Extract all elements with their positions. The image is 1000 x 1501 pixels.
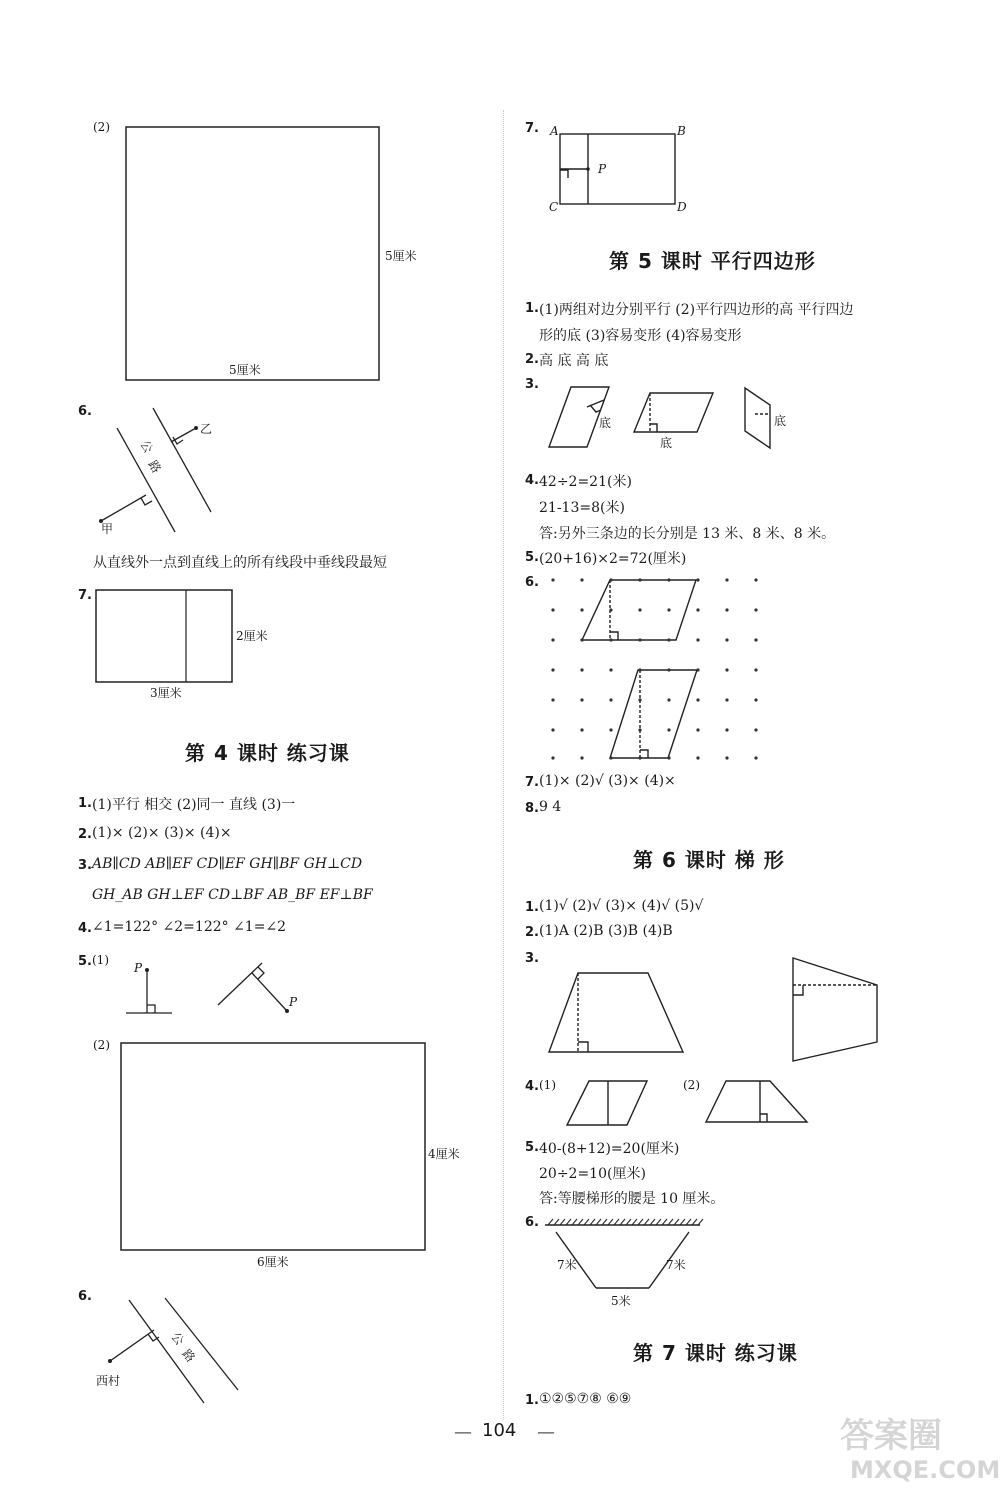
grid-dot	[725, 668, 728, 671]
trapezoid-heights	[549, 958, 877, 1061]
l5-a7: (1)× (2)√ (3)× (4)×	[539, 773, 676, 789]
square-side-label: 5厘米	[385, 249, 417, 263]
l6-a5-line3: 答:等腰梯形的腰是 10 厘米。	[539, 1191, 725, 1207]
hatch-line	[596, 1219, 601, 1225]
l5-a7-number: 7.	[525, 775, 539, 790]
grid-dot	[667, 756, 670, 759]
hatch-line	[614, 1219, 619, 1225]
l6-a5-line2: 20÷2=10(厘米)	[539, 1166, 646, 1182]
l6-a6-number: 6.	[525, 1215, 539, 1230]
l4-a2: (1)× (2)× (3)× (4)×	[92, 825, 232, 841]
grid-dot	[551, 728, 554, 731]
perpendicular-note: 从直线外一点到直线上的所有线段中垂线段最短	[93, 555, 387, 571]
hatch-line	[548, 1219, 553, 1225]
l7-a1-number: 1.	[525, 1393, 539, 1408]
l4-a5-number: 5.	[78, 954, 92, 969]
l6-a4-number: 4.	[525, 1079, 539, 1094]
road-label-2: 路	[145, 458, 164, 476]
grid-dot	[725, 608, 728, 611]
hatch-line	[620, 1219, 625, 1225]
hatch-line	[566, 1219, 571, 1225]
rect-side-label: 2厘米	[236, 629, 268, 643]
channel-bottom-label: 5米	[611, 1294, 631, 1308]
grid-dot	[609, 728, 612, 731]
l4-a3-row2: GH_AB GH⊥EF CD⊥BF AB_BF EF⊥BF	[92, 887, 373, 903]
village-label: 西村	[96, 1374, 121, 1388]
grid-dot	[551, 638, 554, 641]
l6-a4-part1: (1)	[539, 1078, 556, 1092]
hatch-line	[560, 1219, 565, 1225]
hatch-line	[656, 1219, 661, 1225]
grid-dot	[667, 578, 670, 581]
grid-dot	[667, 728, 670, 731]
rect-6x4-bottom: 6厘米	[257, 1255, 289, 1269]
hatch-line	[644, 1219, 649, 1225]
base-label-3: 底	[774, 414, 787, 428]
hatch-line	[668, 1219, 673, 1225]
l4-a3-number: 3.	[78, 858, 92, 873]
grid-dot	[609, 638, 612, 641]
rect-abcd	[560, 134, 675, 204]
channel-right-label: 7米	[666, 1258, 686, 1272]
channel-left-label: 7米	[557, 1258, 577, 1272]
l5-a1-number: 1.	[525, 301, 539, 316]
grid-dot	[667, 668, 670, 671]
p-label-2: P	[289, 995, 298, 1009]
grid-dot	[754, 668, 757, 671]
grid-dot	[696, 756, 699, 759]
square-bottom-label: 5厘米	[229, 363, 261, 377]
l4-a2-number: 2.	[78, 827, 92, 842]
base-label-2: 底	[660, 436, 673, 450]
l5-a2-number: 2.	[525, 352, 539, 367]
grid-dot	[551, 698, 554, 701]
hatch-line	[590, 1219, 595, 1225]
hatch-line	[686, 1219, 691, 1225]
grid-dot	[551, 756, 554, 759]
grid-dot	[667, 608, 670, 611]
l4-a4-number: 4.	[78, 921, 92, 936]
grid-dot	[638, 668, 641, 671]
grid-dot	[638, 728, 641, 731]
grid-dot	[667, 698, 670, 701]
grid-dot	[609, 578, 612, 581]
page-number-dash-left: —	[454, 1422, 472, 1443]
grid-dot	[609, 756, 612, 759]
l6-a3-number: 3.	[525, 951, 539, 966]
hatch-line	[692, 1219, 697, 1225]
road-b-label-1: 公	[168, 1329, 187, 1348]
l5-a2: 高 底 高 底	[539, 353, 609, 369]
watermark-logo: 答案圈	[840, 1416, 942, 1456]
grid-dot	[580, 638, 583, 641]
grid-dot	[725, 756, 728, 759]
vertex-d: D	[677, 200, 687, 214]
point-yi: 乙	[200, 422, 213, 436]
grid-dot	[609, 698, 612, 701]
l4-a1-number: 1.	[78, 796, 92, 811]
l5-a4-number: 4.	[525, 473, 539, 488]
hatch-line	[608, 1219, 613, 1225]
hatch-line	[632, 1219, 637, 1225]
grid-dot	[551, 668, 554, 671]
l6-a5-line1: 40-(8+12)=20(厘米)	[539, 1141, 680, 1157]
grid-dot	[696, 638, 699, 641]
l5-a4-line1: 42÷2=21(米)	[539, 474, 632, 490]
hatch-line	[638, 1219, 643, 1225]
watermark-url: MXQE.COM	[850, 1456, 1000, 1484]
l4-a3-row1: AB∥CD AB∥EF CD∥EF GH∥BF GH⊥CD	[92, 856, 363, 872]
vertex-a: A	[550, 124, 559, 138]
grid-dot	[754, 728, 757, 731]
l4-a1: (1)平行 相交 (2)同一 直线 (3)一	[92, 797, 296, 813]
grid-dot	[580, 668, 583, 671]
rect-6x4-side: 4厘米	[428, 1147, 460, 1161]
vertex-c: C	[549, 200, 559, 214]
l5-a5-number: 5.	[525, 550, 539, 565]
grid-dot	[725, 578, 728, 581]
page-number: 104	[482, 1420, 517, 1441]
lesson4-title: 第 4 课时 练习课	[185, 741, 350, 765]
grid-dot	[696, 608, 699, 611]
grid-dot	[754, 578, 757, 581]
grid-dot	[696, 578, 699, 581]
hatch-line	[554, 1219, 559, 1225]
hatch-line	[680, 1219, 685, 1225]
grid-dot	[580, 608, 583, 611]
l7-a1: ①②⑤⑦⑧ ⑥⑨	[539, 1391, 632, 1407]
l4-a4: ∠1=122° ∠2=122° ∠1=∠2	[92, 919, 287, 935]
l6-a2-number: 2.	[525, 925, 539, 940]
grid-dot	[754, 698, 757, 701]
l5-a8: 9 4	[539, 799, 562, 815]
base-label-1: 底	[599, 416, 612, 430]
lesson6-title: 第 6 课时 梯 形	[633, 848, 785, 872]
hatch-line	[662, 1219, 667, 1225]
l6-a5-number: 5.	[525, 1140, 539, 1155]
grid-dot	[638, 608, 641, 611]
l5-a5: (20+16)×2=72(厘米)	[539, 551, 687, 567]
l5-a3-number: 3.	[525, 377, 539, 392]
vertex-b: B	[677, 124, 686, 138]
l5-a1-line1: (1)两组对边分别平行 (2)平行四边形的高 平行四边	[539, 302, 854, 318]
grid-dot	[638, 698, 641, 701]
l6-a1: (1)√ (2)√ (3)× (4)√ (5)√	[539, 898, 704, 914]
hatch-line	[674, 1219, 679, 1225]
grid-dot	[754, 756, 757, 759]
grid-dot	[609, 668, 612, 671]
l5-a4-line3: 答:另外三条边的长分别是 13 米、8 米、8 米。	[539, 526, 836, 542]
grid-dot	[696, 698, 699, 701]
hatch-line	[578, 1219, 583, 1225]
hatch-line	[698, 1219, 703, 1225]
grid-dot	[725, 638, 728, 641]
grid-dot	[638, 578, 641, 581]
grid-dot	[638, 638, 641, 641]
grid-dot	[609, 608, 612, 611]
road-label-1: 公	[137, 438, 156, 456]
grid-dot	[754, 638, 757, 641]
l5-a6-number: 6.	[525, 575, 539, 590]
hatch-line	[584, 1219, 589, 1225]
grid-dots	[551, 578, 757, 759]
point-p: P	[598, 162, 607, 176]
grid-dot	[725, 728, 728, 731]
l6-a2: (1)A (2)B (3)B (4)B	[539, 923, 673, 939]
grid-dot	[580, 698, 583, 701]
grid-dot	[638, 756, 641, 759]
road-b-label-2: 路	[179, 1346, 198, 1365]
q2-number: (2)	[93, 120, 110, 134]
q7-right-number: 7.	[525, 121, 539, 136]
hatch-line	[650, 1219, 655, 1225]
point-jia: 甲	[101, 522, 114, 536]
grid-dot	[754, 608, 757, 611]
l4-a5-part1: (1)	[92, 953, 109, 967]
grid-dot	[725, 698, 728, 701]
hatch-line	[602, 1219, 607, 1225]
grid-dot	[580, 578, 583, 581]
q7-left-number: 7.	[78, 588, 92, 603]
q6-number: 6.	[78, 404, 92, 419]
l5-a4-line2: 21-13=8(米)	[539, 500, 625, 516]
grid-dot	[551, 608, 554, 611]
l5-a1-line2: 形的底 (3)容易变形 (4)容易变形	[539, 328, 742, 344]
l6-a1-number: 1.	[525, 900, 539, 915]
hatch-line	[626, 1219, 631, 1225]
l5-a8-number: 8.	[525, 801, 539, 816]
grid-dot	[667, 638, 670, 641]
grid-dot	[696, 668, 699, 671]
l4-a5-part2: (2)	[93, 1038, 110, 1052]
l4-a6-number: 6.	[78, 1289, 92, 1304]
lesson5-title: 第 5 课时 平行四边形	[609, 249, 816, 273]
grid-dot	[696, 728, 699, 731]
grid-dot	[580, 728, 583, 731]
l6-a4-part2: (2)	[683, 1078, 700, 1092]
lesson7-title: 第 7 课时 练习课	[633, 1341, 798, 1365]
hatch-line	[572, 1219, 577, 1225]
rect-bottom-label: 3厘米	[150, 686, 182, 700]
page-number-dash-right: —	[537, 1422, 555, 1443]
p-label-1: P	[134, 961, 143, 975]
grid-dot	[580, 756, 583, 759]
grid-dot	[551, 578, 554, 581]
ground-hatching	[548, 1219, 703, 1225]
